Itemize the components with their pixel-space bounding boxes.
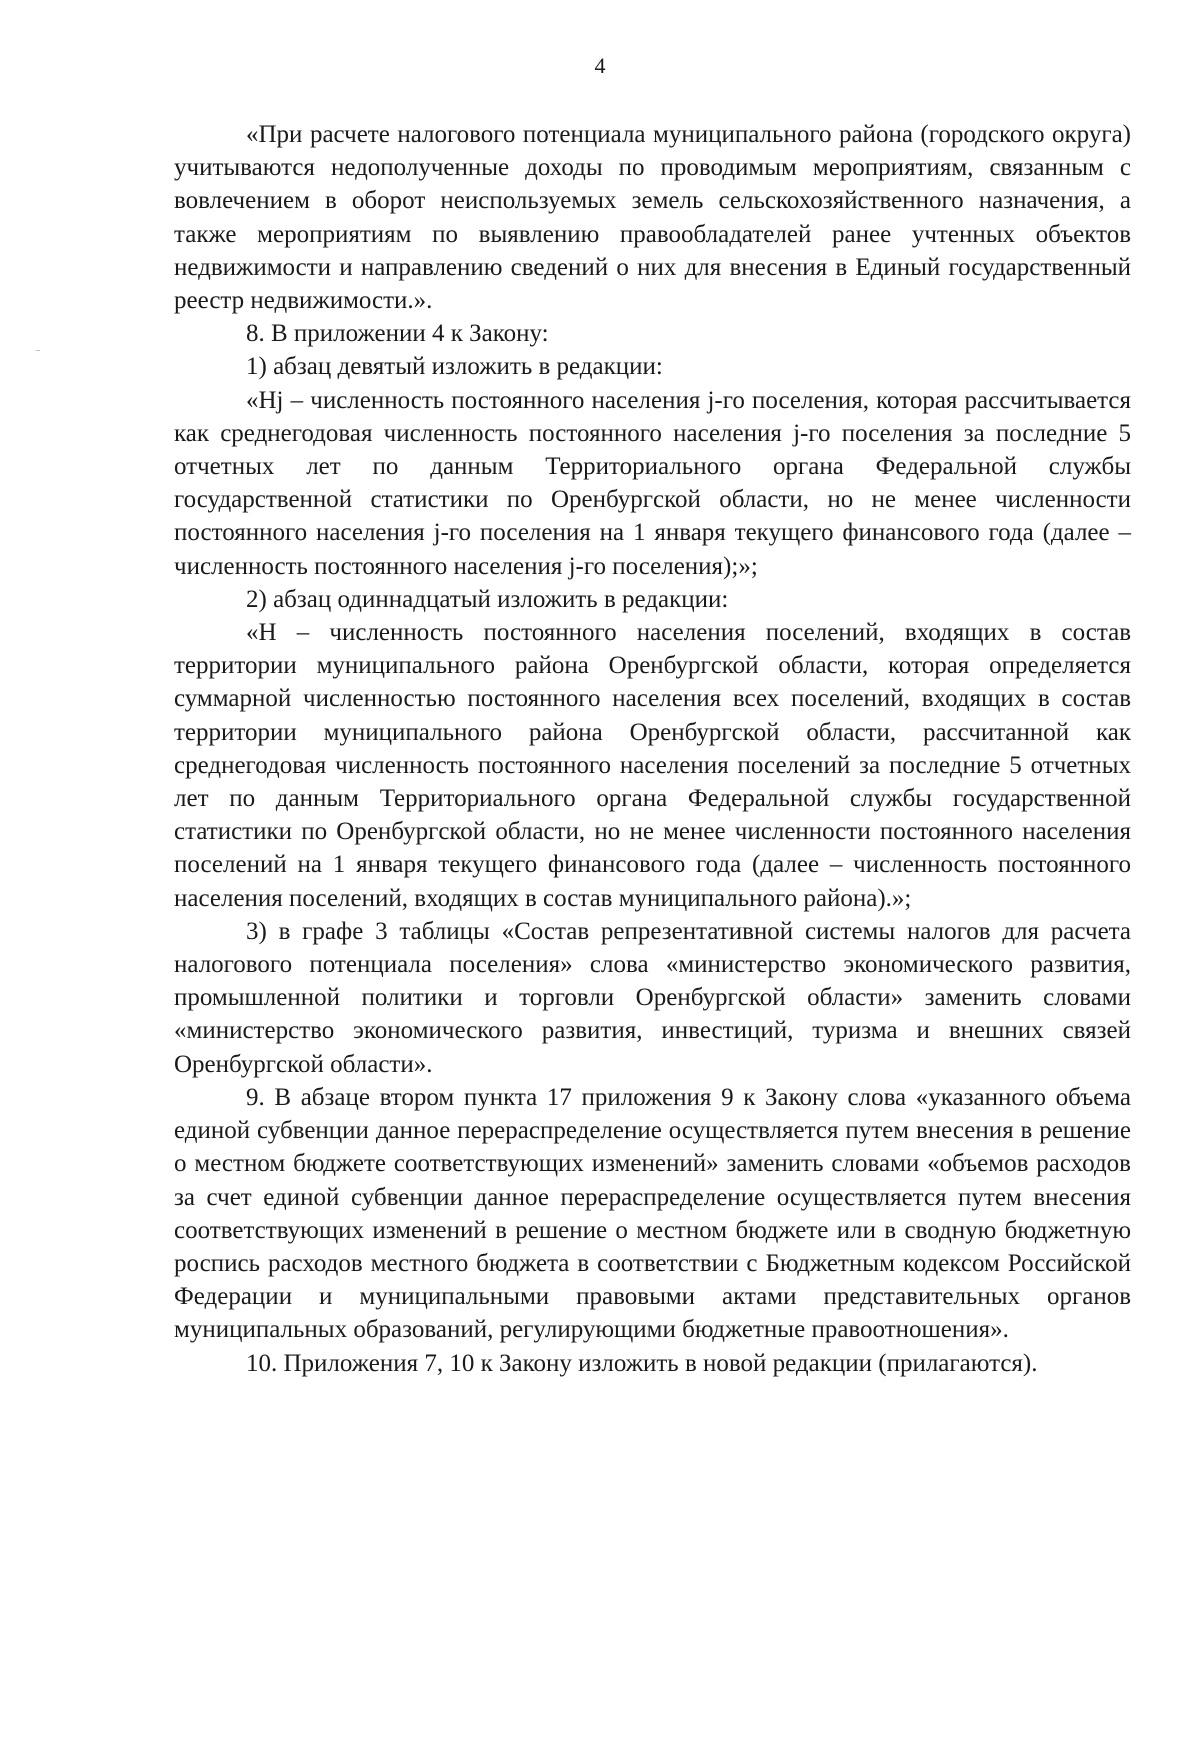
paragraph-tax-potential-quote: «При расчете налогового потенциала муниципального района (городского округа) учитываются недополученные доходы по проводимым мероприятиям, связанным с вовлечением в оборот неиспользуемых земель сельскохозяйственного назначения, а также мероприятиям по выявлению правообладателей ранее учтенных объектов недвижимости и направлению сведений о них для внесения в Единый государственный реестр недвижимости.».: [174, 121, 1131, 315]
paragraph-subitem-3: 3) в графе 3 таблицы «Состав репрезентативной системы налогов для расчета налогового потенциала поселения» слова «министерство экономического развития, промышленной политики и торговли Оренбургской области» заменить словами «министерство экономического развития, инвестиций, туризма и внешних связей Оренбургской области».: [174, 917, 1131, 1078]
page-number: 4: [594, 53, 606, 78]
paragraph-hj-definition: «Hj – численность постоянного населения j-го поселения, которая рассчитывается как среднегодовая численность постоянного населения j-го поселения за последние 5 отчетных лет по данным Территориального органа Федеральной службы государственной статистики по Оренбургской области, но не менее численности постоянного населения j-го поселения на 1 января текущего финансового года (далее – численность постоянного населения j-го поселения);»;: [174, 386, 1131, 580]
paragraph-subitem-1: 1) абзац девятый изложить в редакции:: [246, 353, 663, 381]
paragraph-subitem-2: 2) абзац одиннадцатый изложить в редакции:: [246, 585, 729, 613]
paragraph-h-definition: «Н – численность постоянного населения поселений, входящих в состав территории муниципального района Оренбургской области, которая определяется суммарной численностью постоянного населения всех поселений, входящих в состав территории муниципального района Оренбургской области, рассчитанной как среднегодовая численность постоянного населения поселений за последние 5 отчетных лет по данным Территориального органа Федеральной службы государственной статистики по Оренбургской области, но не менее численности постоянного населения поселений на 1 января текущего финансового года (далее – численность постоянного населения поселений, входящих в состав муниципального района).»;: [174, 619, 1131, 912]
document-body: [174, 118, 1131, 1380]
scan-mark: [36, 350, 40, 351]
paragraph-item-8: 8. В приложении 4 к Закону:: [246, 320, 549, 348]
paragraph-item-10: 10. Приложения 7, 10 к Закону изложить в новой редакции (прилагаются).: [246, 1349, 1038, 1377]
paragraph-item-9: 9. В абзаце втором пункта 17 приложения 9 к Закону слова «указанного объема единой субвенции данное перераспределение осуществляется путем внесения в решение о местном бюджете соответствующих изменений» заменить словами «объемов расходов за счет единой субвенции данное перераспределение осуществляется путем внесения соответствующих изменений в решение о местном бюджете или в сводную бюджетную роспись расходов местного бюджета в соответствии с Бюджетным кодексом Российской Федерации и муниципальными правовыми актами представительных органов муниципальных образований, регулирующими бюджетные правоотношения».: [174, 1083, 1131, 1344]
